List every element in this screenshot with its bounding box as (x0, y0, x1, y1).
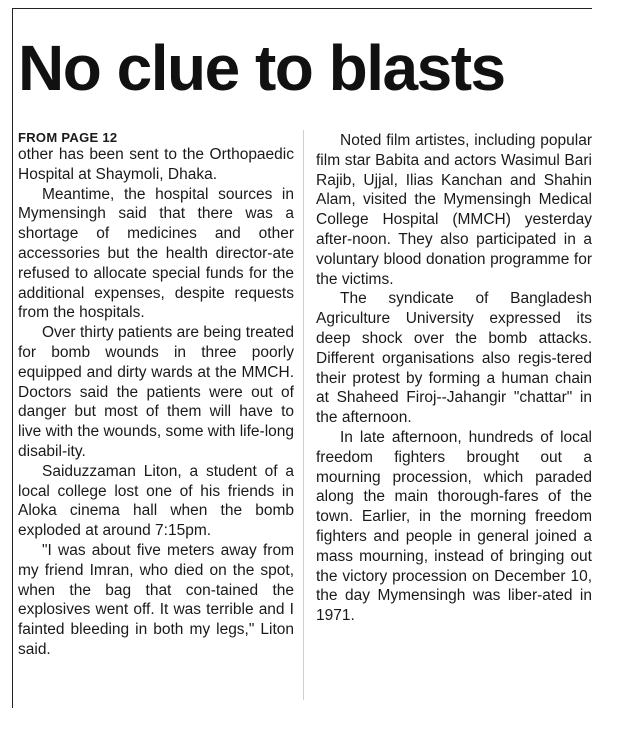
paragraph: Noted film artistes, including popular film star Babita and actors Wasimul Bari Rajib, Ujjal, Ilias Kanchan and Shahin Alam, visited the Mymensingh Medical College Hospital (MMCH) yesterday after-noon. They also participated in a voluntary blood donation programme for the victims. (316, 132, 592, 288)
right-column (316, 131, 592, 626)
paragraph: In late afternoon, hundreds of local freedom fighters brought out a mourning procession, which paraded along the main thorough-fares of the town. Earlier, in the morning freedom fighters and people in general joined a mass mourning, instead of bringing out the victory procession on December 10, the day Mymensingh was liber-ated in 1971. (316, 428, 592, 625)
left-rule (12, 8, 13, 708)
paragraph: "I was about five meters away from my friend Imran, who died on the spot, when the bag that con-tained the explosives went off. It was terrible and I fainted bleeding in both my legs," Liton said. (18, 541, 294, 658)
paragraph: Meantime, the hospital sources in Mymensingh said that there was a shortage of medicines and other accessories but the health director-ate refused to allocate special funds for the additional expenses, despite requests from the hospitals. (18, 185, 294, 322)
column-divider (303, 130, 304, 700)
paragraph: The syndicate of Bangladesh Agriculture University expressed its deep shock over the bomb attacks. Different organisations also regis-tered their protest by forming a human chain at Shaheed Firoj--Jahangir "chattar" in the afternoon. (316, 290, 592, 427)
headline: No clue to blasts (18, 32, 505, 104)
paragraph: other has been sent to the Orthopaedic Hospital at Shaymoli, Dhaka. (18, 146, 294, 183)
paragraph: Over thirty patients are being treated for bomb wounds in three poorly equipped and dirty wards at the MMCH. Doctors said the patients were out of danger but most of them will have to live with the wounds, some with life-long disabil-ity. (18, 324, 294, 460)
left-column (18, 130, 294, 660)
paragraph: Saiduzzaman Liton, a student of a local college lost one of his friends in Aloka cinema hall when the bomb exploded at around 7:15pm. (18, 462, 294, 540)
continued-from-kicker: FROM PAGE 12 (18, 130, 118, 145)
top-rule (12, 8, 592, 9)
